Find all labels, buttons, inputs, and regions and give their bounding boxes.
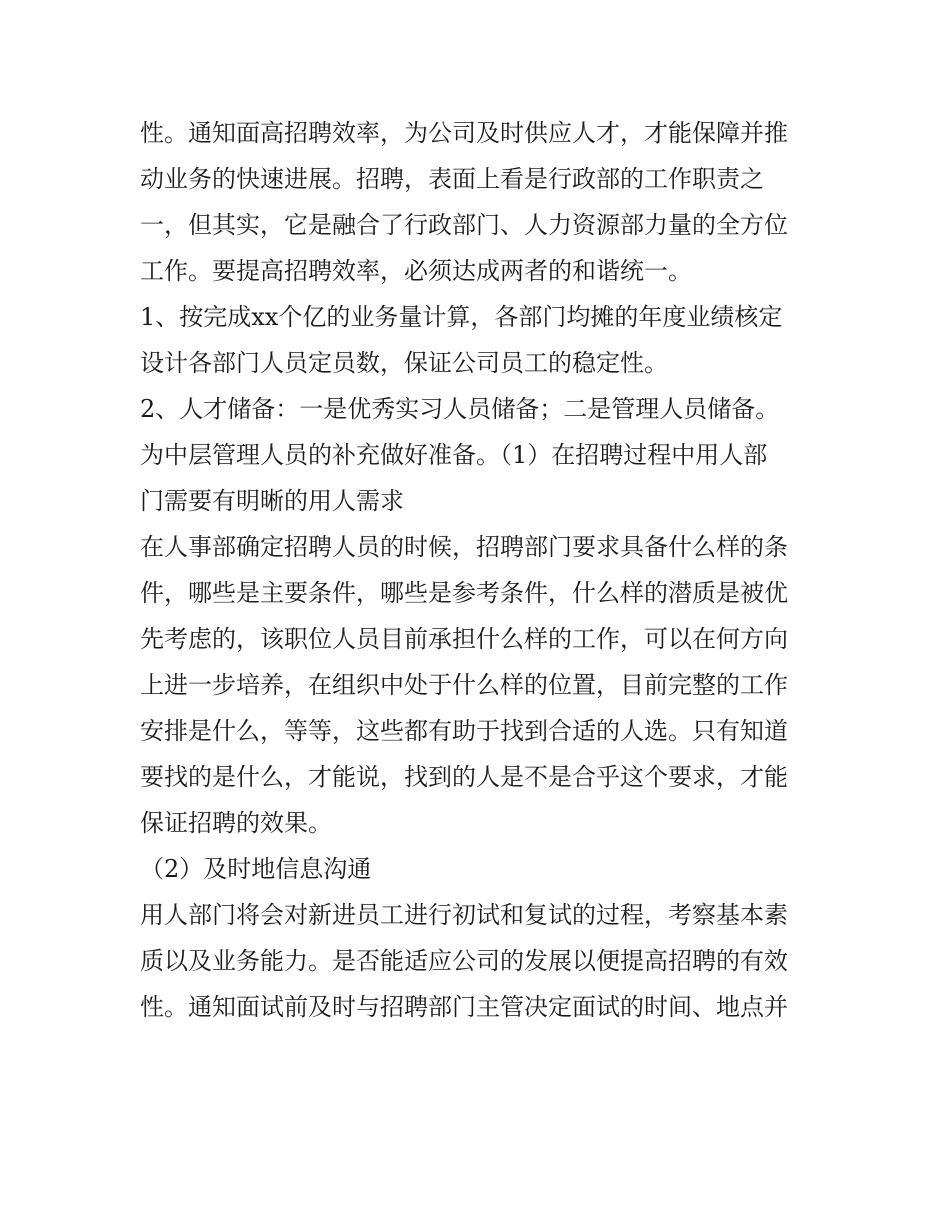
text-line: 一，但其实，它是融合了行政部门、人力资源部力量的全方位: [140, 211, 788, 239]
text-line: 工作。要提高招聘效率，必须达成两者的和谐统一。: [140, 257, 692, 285]
text-line: 要找的是什么，才能说，找到的人是不是合乎这个要求，才能: [140, 763, 788, 791]
text-line: 安排是什么，等等，这些都有助于找到合适的人选。只有知道: [140, 717, 788, 745]
text-line: 保证招聘的效果。: [140, 809, 332, 837]
document-body: [140, 110, 820, 1030]
text-line: 质以及业务能力。是否能适应公司的发展以便提高招聘的有效: [140, 947, 788, 975]
text-line: 用人部门将会对新进员工进行初试和复试的过程，考察基本素: [140, 901, 788, 929]
text-line: 性。通知面试前及时与招聘部门主管决定面试的时间、地点并: [140, 993, 788, 1021]
text-line: 设计各部门人员定员数，保证公司员工的稳定性。: [140, 349, 668, 377]
text-line: （2）及时地信息沟通: [140, 855, 372, 883]
text-line: 为中层管理人员的补充做好准备。（1）在招聘过程中用人部: [140, 441, 768, 469]
text-line: 1、按完成xx个亿的业务量计算，各部门均摊的年度业绩核定: [140, 303, 783, 331]
text-line: 先考虑的，该职位人员目前承担什么样的工作，可以在何方向: [140, 625, 788, 653]
text-line: 在人事部确定招聘人员的时候，招聘部门要求具备什么样的条: [140, 533, 788, 561]
text-line: 门需要有明晰的用人需求: [140, 487, 404, 515]
text-line: 性。通知面高招聘效率，为公司及时供应人才，才能保障并推: [140, 119, 788, 147]
text-line: 上进一步培养，在组织中处于什么样的位置，目前完整的工作: [140, 671, 788, 699]
text-line: 动业务的快速进展。招聘，表面上看是行政部的工作职责之: [140, 165, 764, 193]
text-line: 件，哪些是主要条件，哪些是参考条件，什么样的潜质是被优: [140, 579, 788, 607]
text-line: 2、人才储备：一是优秀实习人员储备；二是管理人员储备。: [140, 395, 780, 423]
